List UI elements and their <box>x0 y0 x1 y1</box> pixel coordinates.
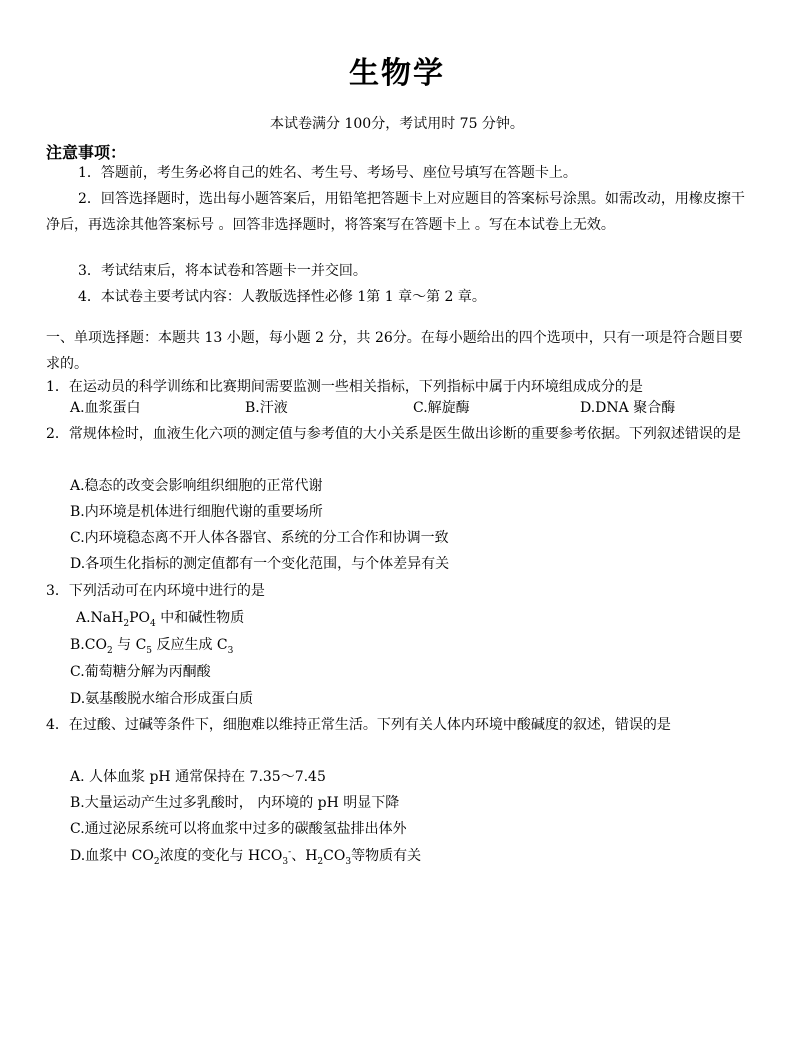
question-3-option-c: C.葡萄糖分解为丙酮酸 <box>70 664 211 680</box>
q4d-sub-1: 2 <box>153 856 160 867</box>
q4d-text-4: CO <box>323 848 346 864</box>
q3b-text-2: 与 C <box>112 637 147 653</box>
q4d-text-3: 、H <box>291 848 318 864</box>
notice-item-1: 1．答题前，考生务必将自己的姓名、考生号、考场号、座位号填写在答题卡上。 <box>78 165 577 181</box>
question-4-option-a: A. 人体血浆 pH 通常保持在 7.35～7.45 <box>70 769 326 785</box>
section-intro: 一、单项选择题：本题共 13 小题，每小题 2 分，共 26分。在每小题给出的四个选项中，只有一项是符合题目要求的。 <box>46 330 743 372</box>
q3a-sub-2: 4 <box>150 618 156 629</box>
question-4-option-d <box>70 843 421 869</box>
question-1-stem: 1．在运动员的科学训练和比赛期间需要监测一些相关指标，下列指标中属于内环境组成成分的是 <box>46 379 643 395</box>
question-4-option-b: B.大量运动产生过多乳酸时， 内环境的 pH 明显下降 <box>70 795 400 811</box>
q4d-text-1: D.血浆中 CO <box>70 848 154 864</box>
notice-item-4: 4．本试卷主要考试内容：人教版选择性必修 1第 1 章～第 2 章。 <box>78 289 486 305</box>
q4d-text-5: 等物质有关 <box>351 848 422 864</box>
q3a-sub-1: 2 <box>123 618 130 629</box>
question-3-option-d: D.氨基酸脱水缩合形成蛋白质 <box>70 691 254 707</box>
q4d-sub-3: 2 <box>317 856 324 867</box>
question-2-option-a: A.稳态的改变会影响组织细胞的正常代谢 <box>70 478 323 494</box>
question-2-option-c: C.内环境稳态离不开人体各器官、系统的分工合作和协调一致 <box>70 530 449 546</box>
question-4-stem: 4．在过酸、过碱等条件下，细胞难以维持正常生活。下列有关人体内环境中酸碱度的叙述，错误的是 <box>46 717 671 733</box>
question-2-stem: 2．常规体检时，血液生化六项的测定值与参考值的大小关系是医生做出诊断的重要参考依据。下列叙述错误的是 <box>46 426 741 442</box>
q3b-text-1: B.CO <box>70 637 107 653</box>
question-3-option-b <box>70 632 233 658</box>
question-2-option-d: D.各项生化指标的测定值都有一个变化范围，与个体差异有关 <box>70 556 450 572</box>
q3a-text-2: PO <box>129 610 151 626</box>
question-3-option-a <box>76 605 244 631</box>
q3a-text-3: 中和碱性物质 <box>155 610 245 626</box>
question-1-option-c: C.解旋酶 <box>413 400 470 416</box>
q4d-sup-1: - <box>288 847 292 858</box>
notice-item-3: 3．考试结束后，将本试卷和答题卡一并交回。 <box>78 263 367 279</box>
q4d-text-2: 浓度的变化与 HCO <box>159 848 283 864</box>
question-1-option-d: D.DNA 聚合酶 <box>580 400 676 416</box>
question-1-option-b: B.汗液 <box>245 400 288 416</box>
question-4-option-c: C.通过泌尿系统可以将血浆中过多的碳酸氢盐排出体外 <box>70 821 407 837</box>
notice-heading: 注意事项： <box>46 143 127 162</box>
question-1-option-a: A.血浆蛋白 <box>70 400 141 416</box>
q3a-text-1: A.NaH <box>76 610 124 626</box>
notice-item-2: 2．回答选择题时，选出每小题答案后，用铅笔把答题卡上对应题目的答案标号涂黑。如需改动，用橡皮擦干净后，再选涂其他答案标号 。回答非选择题时，将答案写在答题卡上 。写在本试卷上无效。 <box>46 191 745 233</box>
q3b-sub-1: 2 <box>106 645 113 656</box>
q3b-sub-3: 3 <box>227 645 234 656</box>
question-2-option-b: B.内环境是机体进行细胞代谢的重要场所 <box>70 504 323 520</box>
q4d-sub-4: 3 <box>345 856 352 867</box>
q3b-sub-2: 5 <box>146 645 153 656</box>
page-title: 生物学 <box>349 56 445 91</box>
question-3-stem: 3．下列活动可在内环境中进行的是 <box>46 583 265 599</box>
exam-info: 本试卷满分 100分，考试用时 75 分钟。 <box>270 116 524 132</box>
q3b-text-3: 反应生成 C <box>152 637 228 653</box>
q4d-sub-2: 3 <box>282 856 289 867</box>
